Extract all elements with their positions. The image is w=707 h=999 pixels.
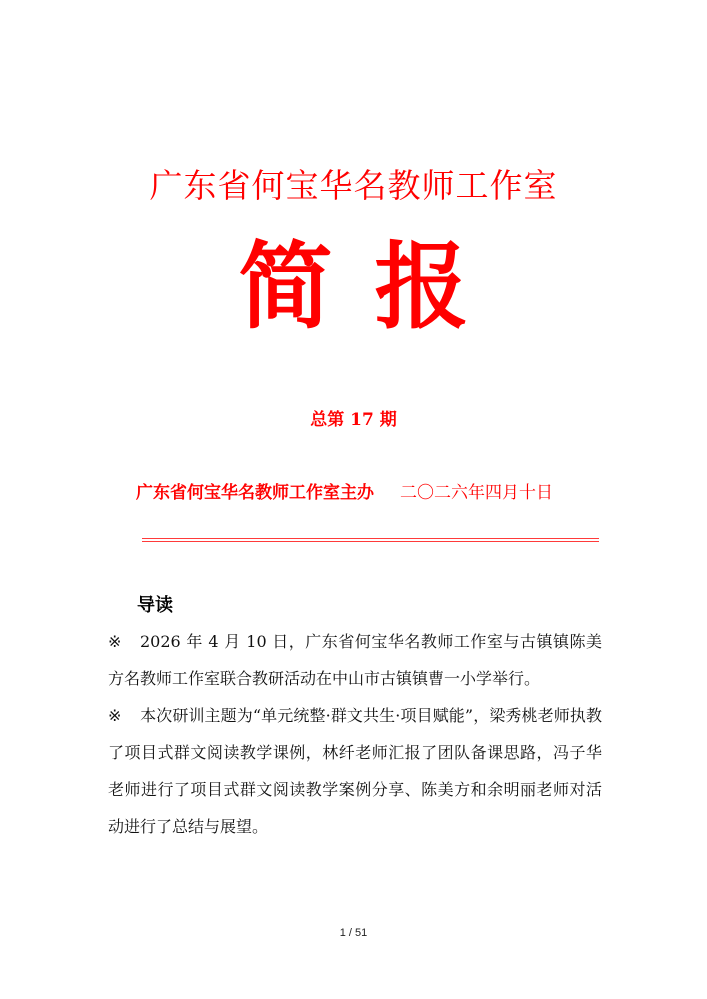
sponsor-line [136, 481, 596, 505]
bulletin-title [0, 232, 707, 342]
red-double-divider [142, 537, 599, 542]
bulletin-title-char-2: 报 [374, 232, 469, 342]
org-title: 广东省何宝华名教师工作室 [149, 166, 558, 205]
page-number: 1 / 51 [339, 927, 368, 939]
intro-heading: 导读 [137, 595, 173, 616]
issue-number: 总第 17 期 [310, 410, 397, 430]
intro-item [108, 697, 602, 845]
divider-line-top [142, 538, 599, 539]
sponsor: 广东省何宝华名教师工作室主办 [136, 483, 374, 503]
reference-mark-icon: ※ [108, 706, 122, 725]
publish-date: 二〇二六年四月十日 [400, 483, 553, 503]
intro-item-text: 本次研训主题为“单元统整·群文共生·项目赋能”，梁秀桃老师执教了项目式群文阅读教学课例，林纤老师汇报了团队备课思路，冯子华老师进行了项目式群文阅读教学案例分享、陈美方和余明丽老师对活动进行了总结与展望。 [108, 706, 602, 836]
divider-line-bottom [142, 541, 599, 542]
bulletin-title-char-1: 简 [238, 232, 333, 342]
reference-mark-icon: ※ [108, 632, 122, 651]
intro-item-text: 2026 年 4 月 10 日，广东省何宝华名教师工作室与古镇镇陈美方名教师工作室联合教研活动在中山市古镇镇曹一小学举行。 [108, 632, 602, 688]
intro-item [108, 623, 602, 697]
